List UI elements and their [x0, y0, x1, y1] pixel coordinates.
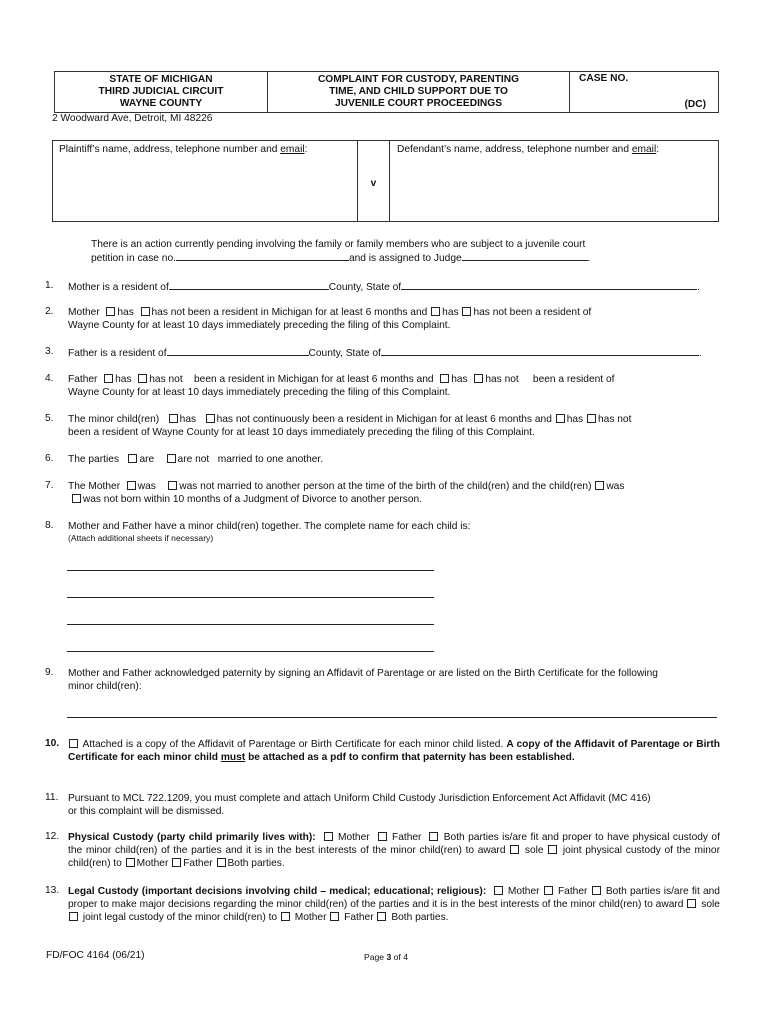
item-text: Mother — [337, 832, 370, 843]
checkbox[interactable] — [138, 374, 147, 383]
item-9 — [68, 667, 720, 693]
child-name-blank[interactable] — [67, 651, 434, 652]
checkbox[interactable] — [429, 832, 438, 841]
item-12 — [68, 831, 720, 870]
item-text: has — [451, 374, 468, 385]
title-line-1: COMPLAINT FOR CUSTODY, PARENTING — [317, 74, 520, 85]
checkbox[interactable] — [377, 912, 386, 921]
item-bold-text: be attached as a pdf to confirm that paternity has been established. — [248, 752, 575, 763]
item-text: has — [117, 307, 134, 318]
item-text: has not — [597, 414, 632, 425]
form-id: FD/FOC 4164 (06/21) — [46, 950, 145, 961]
intro-line-2 — [91, 251, 591, 265]
checkbox[interactable] — [69, 912, 78, 921]
intro-period: . — [587, 253, 591, 264]
item-text: Both parties is/are fit and proper to make major decisions regarding the minor child(ren) of the parties and it is in the best interests of the minor child(ren) to award — [68, 886, 720, 910]
item-text: married to one another. — [217, 454, 324, 465]
item-text: been a resident of Wayne County for at least 10 days immediately preceding the filing of this Complaint. — [68, 427, 535, 438]
checkbox[interactable] — [169, 414, 178, 423]
checkbox[interactable] — [128, 454, 137, 463]
page-total: of 4 — [391, 952, 408, 962]
item-text: has — [566, 414, 584, 425]
item-number: 13. — [45, 885, 60, 896]
checkbox[interactable] — [431, 307, 440, 316]
item-text: The minor child(ren) — [68, 414, 160, 425]
father-state-blank[interactable] — [381, 346, 699, 356]
item-2 — [68, 306, 720, 332]
intro-line-1: There is an action currently pending involving the family or family members who are subject to a juvenile court — [91, 239, 586, 250]
page-label: Page — [364, 952, 387, 962]
item-text: has — [179, 414, 197, 425]
checkbox[interactable] — [281, 912, 290, 921]
item-text: Father — [68, 374, 98, 385]
item-text: Mother — [136, 858, 169, 869]
item-text: been a resident of — [532, 374, 615, 385]
item-text: The parties — [68, 454, 119, 465]
item-text: . — [698, 348, 702, 359]
paternity-child-blank[interactable] — [67, 717, 717, 718]
item-6 — [68, 453, 720, 466]
item-number: 9. — [45, 667, 54, 678]
item-text: or this complaint will be dismissed. — [68, 806, 225, 817]
child-name-blank[interactable] — [67, 597, 434, 598]
item-number: 8. — [45, 520, 54, 531]
item-5 — [68, 413, 720, 439]
checkbox[interactable] — [462, 307, 471, 316]
item-text: Father is a resident of — [68, 348, 167, 359]
checkbox[interactable] — [324, 832, 333, 841]
item-text: Both parties. — [391, 912, 449, 923]
item-text: Mother and Father acknowledged paternity by signing an Affidavit of Parentage or are listed on the Birth Certificate for the following — [68, 668, 658, 679]
item-text: minor child(ren): — [68, 681, 142, 692]
item-text: The Mother — [68, 481, 121, 492]
plaintiff-field[interactable] — [53, 141, 358, 221]
item-11 — [68, 792, 720, 818]
defendant-email-label: email — [631, 144, 657, 155]
item-number: 10. — [45, 738, 60, 749]
checkbox[interactable] — [69, 739, 78, 748]
item-emphasis: must — [220, 752, 246, 763]
item-text: sole — [701, 899, 720, 910]
item-number: 12. — [45, 831, 60, 842]
item-text: Both parties. — [227, 858, 285, 869]
title-line-2: TIME, AND CHILD SUPPORT DUE TO — [329, 86, 508, 97]
mother-state-blank[interactable] — [401, 280, 697, 290]
item-text: has — [115, 374, 132, 385]
checkbox[interactable] — [206, 414, 215, 423]
item-1 — [68, 280, 720, 294]
checkbox[interactable] — [474, 374, 483, 383]
item-text: was — [606, 481, 625, 492]
page-indicator — [364, 952, 408, 962]
case-type-label: (DC) — [684, 99, 706, 110]
court-line-1: STATE OF MICHIGAN — [109, 74, 213, 85]
item-text: Mother — [507, 886, 540, 897]
item-text: Father — [344, 912, 374, 923]
item-text: are not — [177, 454, 210, 465]
intro-judge-label: and is assigned to Judge — [348, 253, 462, 264]
item-text: was — [137, 481, 156, 492]
item-bold-text: Physical Custody (party child primarily lives with): — [68, 832, 316, 843]
item-text: County, State of — [308, 348, 381, 359]
item-10 — [68, 738, 720, 764]
court-line-2: THIRD JUDICIAL CIRCUIT — [98, 86, 224, 97]
item-number: 5. — [45, 413, 54, 424]
item-number: 4. — [45, 373, 54, 384]
item-text: County, State of — [328, 282, 402, 293]
item-3 — [68, 346, 720, 360]
child-name-blank[interactable] — [67, 624, 434, 625]
case-no-label: CASE NO. — [579, 73, 629, 84]
item-text: Father — [183, 858, 213, 869]
case-number-blank[interactable] — [176, 251, 349, 261]
plaintiff-label-colon: : — [304, 144, 308, 155]
item-text: Mother — [68, 307, 100, 318]
court-address: 2 Woodward Ave, Detroit, MI 48226 — [52, 113, 213, 124]
defendant-field[interactable] — [390, 141, 718, 221]
item-number: 11. — [45, 792, 59, 803]
item-4 — [68, 373, 720, 399]
item-bold-text: Legal Custody (important decisions involving child – medical; educational; religious): — [68, 886, 487, 897]
item-8 — [68, 520, 720, 544]
item-13 — [68, 885, 720, 924]
item-number: 1. — [45, 280, 54, 291]
checkbox[interactable] — [440, 374, 449, 383]
case-number-field[interactable] — [570, 72, 718, 112]
checkbox[interactable] — [72, 494, 81, 503]
item-text: has not been a resident of — [473, 307, 592, 318]
checkbox[interactable] — [548, 845, 557, 854]
checkbox[interactable] — [378, 832, 387, 841]
item-text: has not — [149, 374, 183, 385]
item-text: Father — [391, 832, 422, 843]
item-text: Wayne County for at least 10 days immediately preceding the filing of this Complaint. — [68, 320, 451, 331]
intro-paragraph — [91, 238, 591, 265]
item-text: Mother and Father have a minor child(ren) together. The complete name for each child is: — [68, 521, 471, 532]
checkbox[interactable] — [172, 858, 181, 867]
checkbox[interactable] — [167, 454, 176, 463]
item-text: was not born within 10 months of a Judgment of Divorce to another person. — [82, 494, 423, 505]
checkbox[interactable] — [217, 858, 226, 867]
item-text: was not married to another person at the time of the birth of the child(ren) and the child(ren) — [179, 481, 592, 492]
item-text: joint physical custody of the minor child(ren) to — [68, 845, 720, 869]
item-number: 2. — [45, 306, 54, 317]
item-text: joint legal custody of the minor child(ren) to — [82, 912, 278, 923]
item-text: Mother — [294, 912, 327, 923]
item-7 — [68, 480, 720, 506]
checkbox[interactable] — [494, 886, 503, 895]
item-text: sole — [524, 845, 544, 856]
defendant-label: Defendant’s name, address, telephone number and — [397, 144, 632, 155]
item-text: has — [442, 307, 459, 318]
title-line-3: JUVENILE COURT PROCEEDINGS — [335, 98, 502, 109]
intro-case-label: petition in case no. — [91, 253, 176, 264]
item-text: Pursuant to MCL 722.1209, you must complete and attach Uniform Child Custody Jurisdiction Enforcement Act Affidavit (MC 416) — [68, 793, 651, 804]
item-text: Wayne County for at least 10 days immediately preceding the filing of this Complaint. — [68, 387, 451, 398]
plaintiff-email-label: email — [280, 144, 305, 155]
checkbox[interactable] — [168, 481, 177, 490]
item-text: . — [697, 282, 700, 293]
checkbox[interactable] — [106, 307, 115, 316]
court-line-3: WAYNE COUNTY — [119, 98, 203, 109]
item-number: 3. — [45, 346, 54, 357]
item-text: has not — [485, 374, 519, 385]
item-text: Father — [557, 886, 588, 897]
court-name — [55, 72, 268, 112]
item-text: Both parties is/are fit and proper to have physical custody of the minor child(ren) of the parties and it is in the best interests of the minor child(ren) to award — [68, 832, 720, 856]
form-title — [268, 72, 570, 112]
checkbox[interactable] — [544, 886, 553, 895]
checkbox[interactable] — [330, 912, 339, 921]
item-text: are — [139, 454, 155, 465]
checkbox[interactable] — [556, 414, 565, 423]
parties-box — [52, 140, 719, 222]
form-header — [54, 71, 719, 113]
child-name-blank[interactable] — [67, 570, 434, 571]
item-text: has not continuously been a resident in Michigan for at least 6 months and — [216, 414, 552, 425]
checkbox[interactable] — [126, 858, 135, 867]
item-text: been a resident in Michigan for at least 6 months and — [193, 374, 434, 385]
checkbox[interactable] — [587, 414, 596, 423]
checkbox[interactable] — [687, 899, 696, 908]
page-number: 3 — [386, 952, 392, 962]
item-bold-text: A copy of the Affidavit of Parentage or Birth Certificate for each minor child — [68, 739, 720, 763]
item-text: Mother is a resident of — [68, 282, 169, 293]
father-county-blank[interactable] — [167, 346, 309, 356]
item-note: (Attach additional sheets if necessary) — [68, 533, 214, 543]
item-text: Attached is a copy of the Affidavit of Parentage or Birth Certificate for each minor child listed. — [82, 739, 504, 750]
judge-blank[interactable] — [462, 251, 588, 261]
checkbox[interactable] — [127, 481, 136, 490]
item-text: has not been a resident in Michigan for at least 6 months and — [151, 307, 428, 318]
checkbox[interactable] — [510, 845, 519, 854]
plaintiff-label: Plaintiff’s name, address, telephone number and — [59, 144, 281, 155]
versus-label: v — [358, 141, 390, 221]
mother-county-blank[interactable] — [169, 280, 329, 290]
checkbox[interactable] — [592, 886, 601, 895]
checkbox[interactable] — [104, 374, 113, 383]
checkbox[interactable] — [595, 481, 604, 490]
item-number: 7. — [45, 480, 54, 491]
defendant-label-colon: : — [656, 144, 660, 155]
checkbox[interactable] — [141, 307, 150, 316]
item-number: 6. — [45, 453, 54, 464]
